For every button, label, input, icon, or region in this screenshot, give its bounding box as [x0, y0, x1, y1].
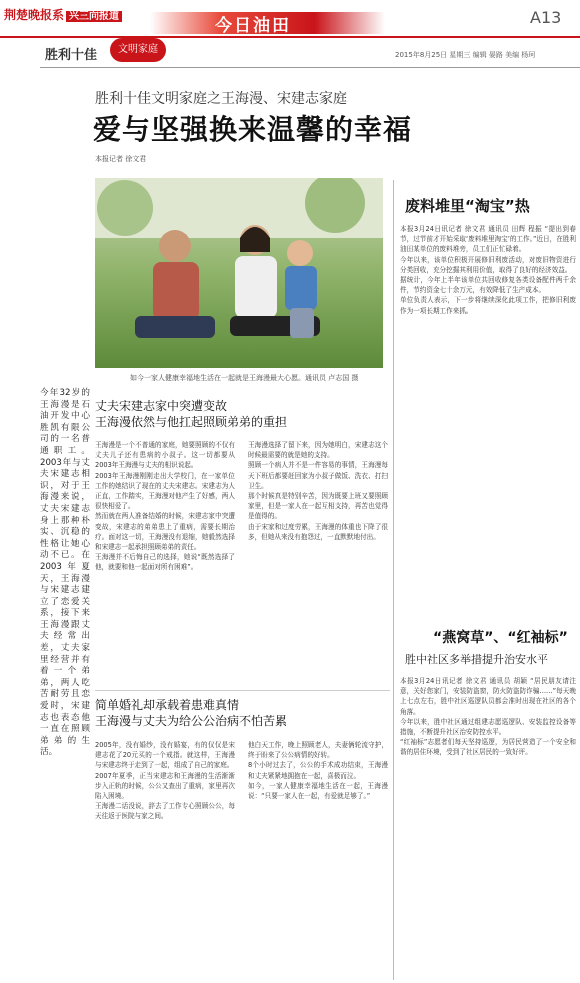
- right-story-2-body: 本报3月24日讯记者 徐文君 通讯员 胡颖 “居民朋友请注意，关好您家门，安装防盗窗，防火防盗防诈骗……”每天晚上七点左右，胜中社区巡逻队员都会准时出现在社区的各个角落。 今年以来，胜中社区通过组建志愿巡逻队、安装监控设备等措施，不断提升社区治安防控水平。 “红袖标”志愿者们每天坚持巡逻，为居民营造了一个安全和谐的居住环境，受到了社区居民的一致好评。: [400, 677, 576, 757]
- intro-column: 今年32岁的王海漫是石油开发中心胜凯有限公司的一名普通职工。2003年与丈夫宋建志相识，对于王海漫来说，丈夫宋建志身上那种朴实、沉稳的性格让她心动不已。在2003年夏天，王海漫与宋建志建立了恋爱关系，接下来王海漫跟丈夫经常出差，丈夫家里经营并有着一个弟弟，两人吃苦耐劳且恋爱时，宋建志也表态他一直在照顾弟弟的生活。: [40, 388, 90, 758]
- subhead-1-line2: 王海漫依然与他扛起照顾弟弟的重担: [95, 415, 288, 429]
- article-byline: 本报记者 徐文君: [95, 155, 147, 163]
- body-column-3: 2005年，没有婚纱，没有婚宴，有的仅仅是宋建志花了20元买的一个戒指。就这样，王海漫与宋建志终于走到了一起，组成了自己的家庭。 2007年夏季，正当宋建志和王海漫的生活渐渐步入正轨的时候，公公又查出了重病，家里再次陷入困境。 王海漫二话没说，辞去了工作专心照顾公公，每天往返于医院与家之间。: [95, 741, 235, 821]
- subhead-1-line1: 丈夫宋建志家中突遭变故: [95, 399, 228, 413]
- body-column-2: 王海漫选择了留下来，因为她明白，宋建志这个时候最需要的就是她的支持。 照顾一个病人并不是一件容易的事情，王海漫每天下班后都要赶回家为小叔子做饭、洗衣、打扫卫生。 那个时候真是特别辛苦，因为既要上班又要照顾家里，但是一家人在一起互相支持，再苦也觉得是值得的。 由于宋家和过度劳累，王海漫的体重也下降了很多，但她从来没有抱怨过，一直默默地付出。: [248, 441, 388, 541]
- header-rule: [40, 67, 580, 68]
- section-divider: [95, 690, 390, 691]
- right-story-1-body: 本报3月24日讯记者 徐文君 通讯员 田辉 程振 “提出到春节，过节前才开始采取‘废料堆里淘宝’的工作。”近日，在胜利油田某单位的废料堆旁，员工们正忙碌着。 今年以来，该单位积极开展修旧利废活动，对废旧物资进行分类回收，充分挖掘其利用价值，取得了良好的经济效益。 据统计，今年上半年该单位共回收修复各类设备配件两千余件，节约资金七十余万元，有效降低了生产成本。 单位负责人表示，下一步将继续深化此项工作，把修旧利废作为一项长期工作来抓。: [400, 225, 576, 315]
- logo-tag: 兴三向报道: [66, 11, 122, 22]
- section-badge: 文明家庭: [110, 38, 166, 62]
- body-column-1: 王海漫是一个不普通的家庭，她要照顾的不仅有丈夫儿子还有患病的小叔子。这一切都要从2003年王海漫与丈夫的相识说起。 2003年王海漫刚刚走出大学校门，在一家单位工作的她结识了现在的丈夫宋建志。宋建志为人正直，工作踏实，王海漫对他产生了好感，两人很快相爱了。 然而就在两人准备结婚的时候，宋建志家中突遭变故，宋建志的弟弟患上了重病，需要长期治疗。面对这一切，王海漫没有退缩，她毅然选择和宋建志一起承担照顾弟弟的责任。 王海漫并不后悔自己的选择，她说“既然选择了他，就要和他一起面对所有困难”。: [95, 441, 235, 572]
- photo-caption: 如今一家人健康幸福地生活在一起就是王海漫最大心愿。通讯员 卢志国 摄: [130, 374, 359, 382]
- page-number: A13: [530, 8, 562, 27]
- dateline: 2015年8月25日 星期三 编辑 晏路 美编 杨珂: [395, 51, 536, 59]
- body-column-4: 他白天工作，晚上照顾老人，夫妻俩轮流守护，终于盼来了公公病情的好转。 8个小时过去了，公公的手术成功结束，王海漫和丈夫紧紧地拥抱在一起，喜极而泣。 如今，一家人健康幸福地生活在一起，王海漫说：“只要一家人在一起，有爱就足够了。”: [248, 741, 388, 801]
- right-story-1-headline: 废料堆里“淘宝”热: [405, 197, 530, 215]
- subhead-2-line2: 王海漫与丈夫为给公公治病不怕苦累: [95, 714, 288, 728]
- newspaper-logo: 荆楚晚报系 兴三向报道: [4, 6, 122, 23]
- family-photo: [95, 178, 383, 368]
- column-divider: [393, 180, 394, 980]
- article-kicker: 胜利十佳文明家庭之王海漫、宋建志家庭: [95, 91, 347, 107]
- edition-title: 今日油田: [215, 16, 291, 36]
- section-title: 胜利十佳: [45, 48, 98, 63]
- article-headline: 爱与坚强换来温馨的幸福: [93, 113, 413, 146]
- subhead-2-line1: 简单婚礼却承载着患难真情: [95, 698, 240, 712]
- right-story-2-subhead: 胜中社区多举措提升治安水平: [405, 653, 548, 666]
- right-story-2-headline: “燕窝草”、“红袖标”: [433, 630, 568, 646]
